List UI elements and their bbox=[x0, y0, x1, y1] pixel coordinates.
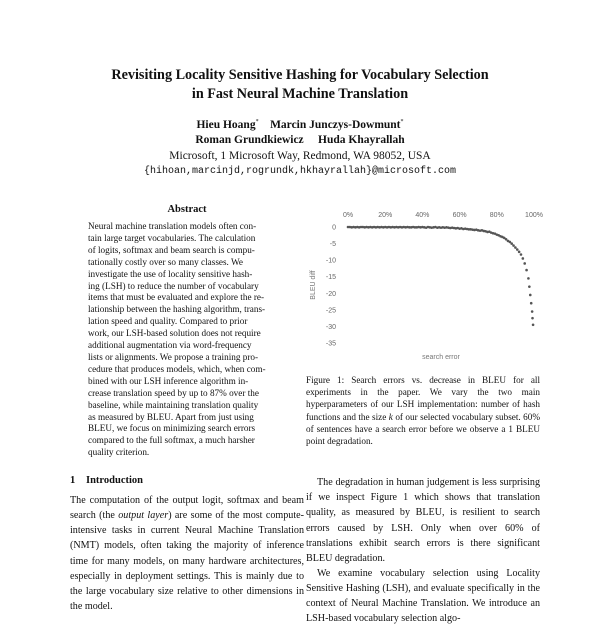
data-point bbox=[523, 262, 526, 265]
title-line-1: Revisiting Locality Sensitive Hashing for Vocabulary Selection bbox=[111, 67, 489, 83]
author-emails: {hihoan,marcinjd,rogrundk,hkhayrallah}@microsoft.com bbox=[143, 166, 457, 177]
right-body-text bbox=[306, 475, 540, 626]
x-tick-label: 20% bbox=[378, 212, 393, 219]
abstract-line: lation speed and quality. Compared to prior bbox=[88, 316, 248, 327]
affiliation: Microsoft, 1 Microsoft Way, Redmond, WA 98052, USA bbox=[169, 150, 431, 162]
y-tick-label: -30 bbox=[325, 323, 336, 331]
paper-title bbox=[60, 66, 540, 104]
abstract-line: BLEU, we focus on minimizing search errors bbox=[88, 423, 256, 434]
abstract-line: lationship between the hashing algorithm, trans- bbox=[88, 304, 266, 315]
y-tick-label: -10 bbox=[325, 257, 336, 265]
intro-text-part: ) are some of the most compute-intensive tasks in current Neural Machine Translation (NMT) models, often taking the majority of inference time for many models, on many hardware architectures, especially in deployment settings. This is mainly due to the large vocabulary size relative to other dimensions in the model. bbox=[70, 510, 304, 612]
abstract-line: additional augmentation via word-frequency bbox=[88, 340, 252, 351]
affiliation-block bbox=[120, 148, 480, 180]
body-paragraph: We examine vocabulary selection using Locality Sensitive Hashing (LSH), and evaluate specifically in the context of Neural Machine Translation. We introduce an LSH-based vocabulary selection algo- bbox=[306, 567, 540, 625]
figure-1 bbox=[306, 205, 543, 365]
data-point bbox=[520, 253, 523, 256]
abstract-line: baseline, while maintaining translation quality bbox=[88, 399, 259, 410]
data-point bbox=[527, 277, 530, 280]
figure-caption bbox=[306, 374, 540, 447]
y-tick-label: -35 bbox=[325, 340, 336, 348]
data-point bbox=[532, 323, 535, 326]
author-name: Hieu Hoang bbox=[196, 119, 256, 131]
y-tick-label: -5 bbox=[329, 241, 336, 249]
right-column bbox=[306, 205, 543, 626]
x-axis-label: search error bbox=[422, 354, 460, 361]
section-number: 1 bbox=[70, 475, 76, 487]
caption-italic: k bbox=[388, 411, 393, 422]
scatter-chart bbox=[306, 205, 543, 365]
section-title: Introduction bbox=[86, 475, 143, 487]
data-point bbox=[518, 251, 521, 254]
body-paragraph: The degradation in human judgement is less surprising if we inspect Figure 1 which shows that translation quality, as measured by BLEU, is resilient to search errors caused by LSH. Only when over 60% of translations exhibit search errors is there significant BLEU degradation. bbox=[306, 477, 540, 564]
author-name: Marcin Junczys-Dowmunt bbox=[270, 119, 401, 131]
author-name: Roman Grundkiewicz bbox=[195, 134, 304, 146]
x-tick-label: 60% bbox=[452, 212, 467, 219]
abstract-line: crease translation speed by up to 87% over the bbox=[88, 387, 259, 398]
section-heading bbox=[70, 475, 304, 486]
y-tick-label: 0 bbox=[332, 224, 336, 232]
abstract-line: cedure that produces models, which, when com- bbox=[88, 363, 266, 374]
abstract-line: ing (LSH) to reduce the number of vocabulary bbox=[88, 280, 259, 291]
data-point bbox=[528, 285, 531, 288]
abstract-line: of logits, softmax and beam search is compu- bbox=[88, 244, 255, 255]
data-point bbox=[531, 310, 534, 313]
caption-text: Figure 1: Search errors vs. decrease in BLEU for all experiments in the paper. We vary the two main hyperparameters of our LSH implementation: number of hash functions and the size bbox=[306, 375, 540, 422]
x-tick-label: 80% bbox=[489, 212, 504, 219]
left-column bbox=[70, 204, 304, 614]
author-block bbox=[120, 115, 480, 148]
abstract-line: items that must be evaluated and explore the re- bbox=[88, 292, 265, 303]
data-point bbox=[522, 257, 525, 260]
data-point bbox=[512, 244, 515, 247]
y-tick-label: -20 bbox=[325, 290, 336, 298]
data-point bbox=[530, 302, 533, 305]
y-tick-label: -25 bbox=[325, 307, 336, 315]
intro-text-part: The computation of the output logit, softmax and beam search (the bbox=[70, 495, 304, 522]
author-mark: * bbox=[255, 119, 259, 125]
title-line-2: in Fast Neural Machine Translation bbox=[191, 86, 409, 102]
abstract-line: as measured by BLEU. Apart from just using bbox=[88, 411, 254, 422]
abstract-text bbox=[88, 221, 288, 459]
data-point bbox=[514, 246, 517, 249]
abstract-line: tain large target vocabularies. The calculation bbox=[88, 232, 256, 243]
caption-text: of our selected vocabulary subset. 60% of sentences have a search error before we observe a 1 BLEU point degradation. bbox=[306, 411, 540, 447]
data-point bbox=[529, 294, 532, 297]
abstract-line: tationally costly over so many classes. We bbox=[88, 256, 243, 267]
x-tick-label: 100% bbox=[525, 212, 543, 219]
intro-text-italic: output layer bbox=[118, 510, 169, 522]
data-point bbox=[525, 269, 528, 272]
author-name: Huda Khayrallah bbox=[318, 134, 405, 146]
abstract-line: investigate the use of locality sensitive hash- bbox=[88, 268, 253, 279]
x-tick-label: 0% bbox=[342, 212, 354, 219]
abstract-line: lists or alignments. We propose a training pro- bbox=[88, 351, 259, 362]
x-tick-label: 40% bbox=[415, 212, 430, 219]
data-point bbox=[531, 317, 534, 320]
data-point bbox=[516, 248, 519, 251]
abstract-line: compared to the full softmax, a much harsher bbox=[88, 435, 255, 446]
abstract-line: quality criterion. bbox=[88, 447, 150, 458]
abstract-line: work, our LSH-based solution does not require bbox=[88, 328, 261, 339]
y-axis-label: BLEU diff bbox=[310, 270, 317, 300]
abstract-line: bined with our LSH inference algorithm in- bbox=[88, 375, 249, 386]
author-mark: * bbox=[400, 119, 404, 125]
abstract-line: Neural machine translation models often con- bbox=[88, 221, 257, 231]
data-point bbox=[510, 242, 513, 245]
abstract-heading: Abstract bbox=[167, 204, 207, 215]
intro-paragraph bbox=[70, 493, 304, 614]
y-tick-label: -15 bbox=[325, 274, 336, 282]
